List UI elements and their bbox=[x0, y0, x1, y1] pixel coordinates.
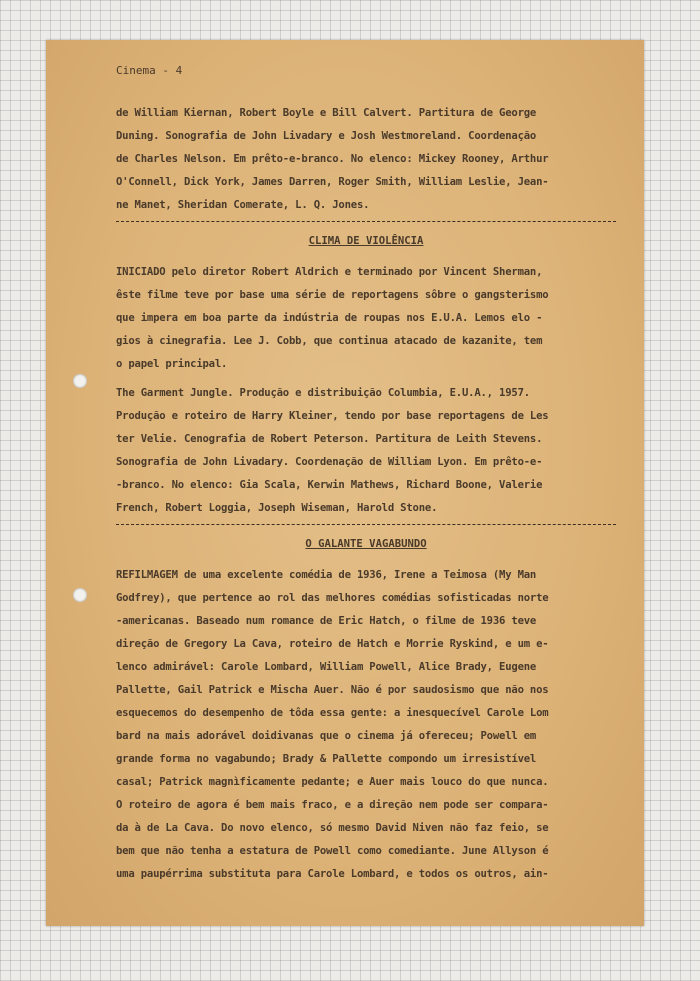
text-line: INICIADO pelo diretor Robert Aldrich e terminado por Vincent Sherman, bbox=[116, 266, 543, 278]
text-line: Produção e roteiro de Harry Kleiner, tendo por base reportagens de Les bbox=[116, 410, 549, 422]
text-line: O roteiro de agora é bem mais fraco, e a direção nem pode ser compara- bbox=[116, 799, 549, 811]
document-body bbox=[116, 102, 616, 886]
text-line: de William Kiernan, Robert Boyle e Bill Calvert. Partitura de George bbox=[116, 107, 537, 119]
text-line: ter Velie. Cenografia de Robert Peterson. Partitura de Leith Stevens. bbox=[116, 433, 543, 445]
punch-hole bbox=[73, 374, 87, 388]
punch-hole bbox=[73, 588, 87, 602]
section-divider bbox=[116, 221, 616, 222]
text-line: uma paupérrima substituta para Carole Lombard, e todos os outros, ain- bbox=[116, 868, 549, 880]
text-line: bard na mais adorável doidivanas que o cinema já ofereceu; Powell em bbox=[116, 730, 537, 742]
text-line: o papel principal. bbox=[116, 358, 228, 370]
text-line: de Charles Nelson. Em prêto-e-branco. No elenco: Mickey Rooney, Arthur bbox=[116, 153, 549, 165]
typed-page bbox=[46, 40, 644, 926]
text-line: REFILMAGEM de uma excelente comédia de 1936, Irene a Teimosa (My Man bbox=[116, 569, 537, 581]
section-title: CLIMA DE VIOLÊNCIA bbox=[308, 235, 424, 247]
text-line: esquecemos do desempenho de tôda essa gente: a inesquecível Carole Lom bbox=[116, 707, 549, 719]
text-line: bem que não tenha a estatura de Powell como comediante. June Allyson é bbox=[116, 845, 549, 857]
text-line: French, Robert Loggia, Joseph Wiseman, Harold Stone. bbox=[116, 502, 438, 514]
text-line: Duning. Sonografia de John Livadary e Josh Westmoreland. Coordenação bbox=[116, 130, 537, 142]
text-line: Godfrey), que pertence ao rol das melhores comédias sofisticadas norte bbox=[116, 592, 549, 604]
text-line: que impera em boa parte da indústria de roupas nos E.U.A. Lemos elo - bbox=[116, 312, 543, 324]
text-line: grande forma no vagabundo; Brady & Pallette compondo um irresistível bbox=[116, 753, 537, 765]
text-line: casal; Patrick magnìficamente pedante; e Auer mais louco do que nunca. bbox=[116, 776, 549, 788]
credits-paragraph bbox=[116, 382, 616, 520]
text-line: Pallette, Gail Patrick e Mischa Auer. Não é por saudosismo que não nos bbox=[116, 684, 549, 696]
text-line: ne Manet, Sheridan Comerate, L. Q. Jones. bbox=[116, 199, 370, 211]
section-paragraph bbox=[116, 261, 616, 376]
text-line: The Garment Jungle. Produção e distribuição Columbia, E.U.A., 1957. bbox=[116, 387, 530, 399]
text-line: Sonografia de John Livadary. Coordenação de William Lyon. Em prêto-e- bbox=[116, 456, 543, 468]
text-line: -americanas. Baseado num romance de Eric Hatch, o filme de 1936 teve bbox=[116, 615, 537, 627]
section-title: O GALANTE VAGABUNDO bbox=[305, 538, 427, 550]
text-line: lenco admirável: Carole Lombard, William Powell, Alice Brady, Eugene bbox=[116, 661, 537, 673]
text-line: gios à cinegrafia. Lee J. Cobb, que continua atacado de kazanite, tem bbox=[116, 335, 543, 347]
text-line: da à de La Cava. Do novo elenco, só mesmo David Niven não faz feio, se bbox=[116, 822, 549, 834]
page-header: Cinema - 4 bbox=[116, 64, 183, 77]
text-line: -branco. No elenco: Gia Scala, Kerwin Mathews, Richard Boone, Valerie bbox=[116, 479, 543, 491]
text-line: direção de Gregory La Cava, roteiro de Hatch e Morrie Ryskind, e um e- bbox=[116, 638, 549, 650]
section-divider bbox=[116, 524, 616, 525]
credits-continuation bbox=[116, 102, 616, 217]
text-line: O'Connell, Dick York, James Darren, Roger Smith, William Leslie, Jean- bbox=[116, 176, 549, 188]
text-line: êste filme teve por base uma série de reportagens sôbre o gangsterismo bbox=[116, 289, 549, 301]
section-paragraph bbox=[116, 564, 616, 886]
